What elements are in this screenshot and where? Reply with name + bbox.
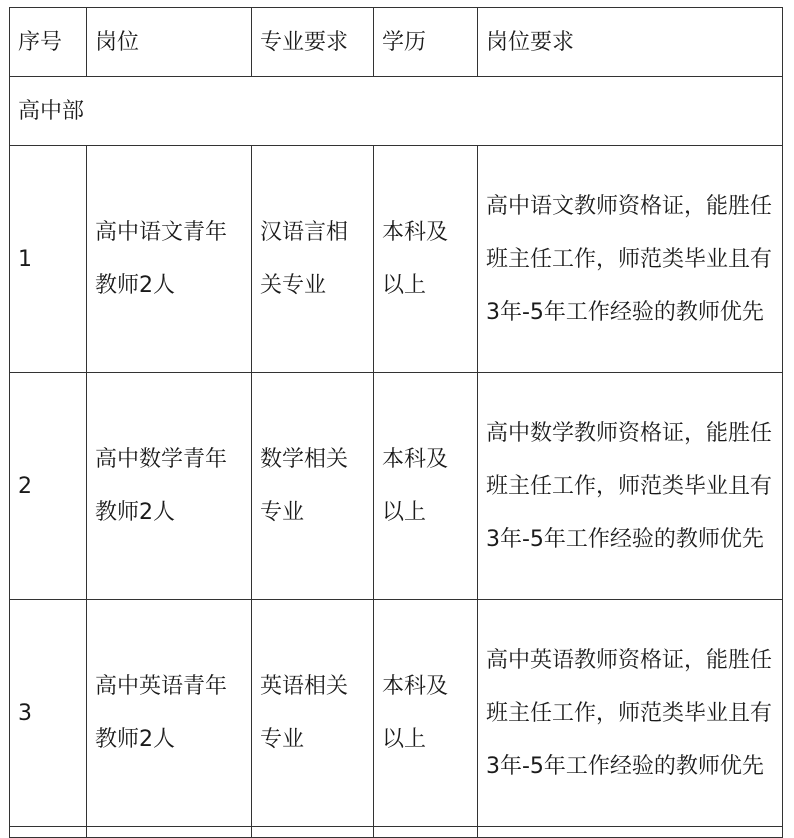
partial-cell <box>374 827 478 838</box>
table-row <box>10 600 783 827</box>
header-position-requirement: 岗位要求 <box>478 8 783 77</box>
table-row <box>10 373 783 600</box>
row-major: 汉语言相关专业 <box>252 146 374 373</box>
header-serial-number: 序号 <box>10 8 87 77</box>
header-education: 学历 <box>374 8 478 77</box>
row-serial-number: 2 <box>10 373 87 600</box>
row-requirement: 高中语文教师资格证，能胜任班主任工作，师范类毕业且有3年-5年工作经验的教师优先 <box>478 146 783 373</box>
header-major-requirement: 专业要求 <box>252 8 374 77</box>
section-label-high-school: 高中部 <box>10 77 783 146</box>
row-education: 本科及以上 <box>374 146 478 373</box>
table-row-partial <box>10 827 783 838</box>
partial-cell <box>252 827 374 838</box>
table-header-row <box>10 8 783 77</box>
row-serial-number: 3 <box>10 600 87 827</box>
row-position: 高中英语青年教师2人 <box>87 600 252 827</box>
partial-cell <box>10 827 87 838</box>
row-position: 高中语文青年教师2人 <box>87 146 252 373</box>
row-requirement: 高中英语教师资格证，能胜任班主任工作，师范类毕业且有3年-5年工作经验的教师优先 <box>478 600 783 827</box>
row-major: 数学相关专业 <box>252 373 374 600</box>
row-education: 本科及以上 <box>374 373 478 600</box>
section-row <box>10 77 783 146</box>
row-position: 高中数学青年教师2人 <box>87 373 252 600</box>
row-requirement: 高中数学教师资格证，能胜任班主任工作，师范类毕业且有3年-5年工作经验的教师优先 <box>478 373 783 600</box>
row-serial-number: 1 <box>10 146 87 373</box>
partial-cell <box>478 827 783 838</box>
header-position: 岗位 <box>87 8 252 77</box>
recruitment-table <box>9 7 783 838</box>
partial-cell <box>87 827 252 838</box>
row-major: 英语相关专业 <box>252 600 374 827</box>
row-education: 本科及以上 <box>374 600 478 827</box>
table-row <box>10 146 783 373</box>
